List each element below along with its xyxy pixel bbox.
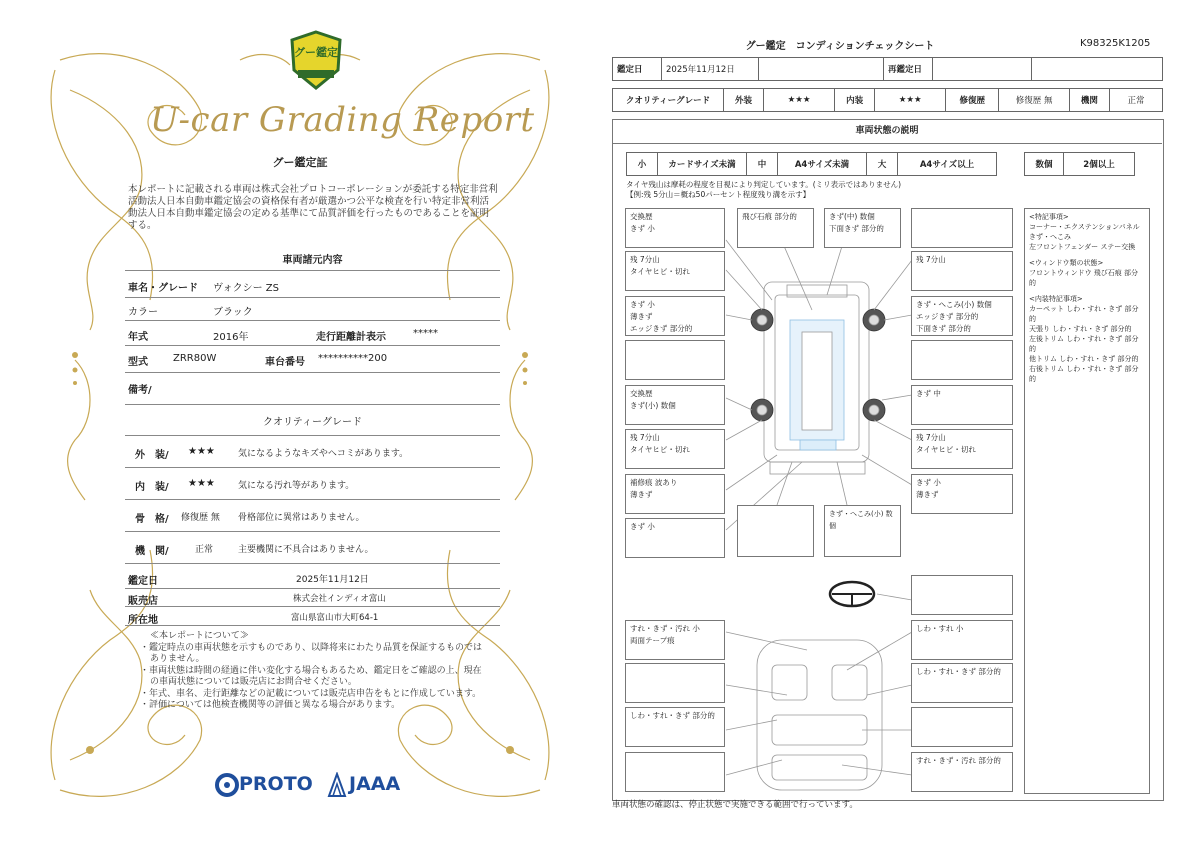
footer-note: 車両状態の確認は、停止状態で実施できる範囲で行っています。 (612, 800, 858, 810)
special-line: 左フロントフェンダー ステー交換 (1029, 243, 1136, 251)
quality-desc: 主要機関に不具合はありません。 (238, 545, 374, 555)
note-item: ・評価については他検査機関等の評価と異なる場合があります。 (140, 700, 401, 710)
grade-cell: ★★★ (764, 89, 835, 112)
note-item: ・年式、車名、走行距離などの記載については販売店申告をもとに作成しています。 (140, 688, 482, 699)
quality-grade: 修復歴 無 (181, 513, 220, 523)
date-table (612, 57, 1163, 81)
window-title: <ウィンドウ類の状態> (1029, 259, 1104, 267)
interior-line: 右後トリム しわ・すれ・きず 部分的 (1029, 365, 1139, 383)
quality-label: 骨 格/ (135, 514, 169, 525)
quality-row-exterior (128, 446, 498, 460)
reappraisal-label: 再鑑定日 (884, 58, 933, 81)
grade-table (612, 88, 1163, 112)
size-cell: 大 (867, 153, 898, 176)
report-notes (140, 631, 490, 712)
grade-cell: 内装 (835, 89, 875, 112)
count-cell: 2個以上 (1064, 153, 1135, 176)
appraisal-label: 鑑定日 (128, 576, 158, 587)
divider (125, 270, 500, 271)
tire-note (626, 180, 901, 200)
spec-row-remarks (128, 381, 498, 395)
spec-row-model (128, 353, 498, 367)
model-label: 型式 (128, 357, 148, 368)
shop-label: 販売店 (128, 596, 158, 607)
empty-cell (1032, 58, 1163, 81)
empty-cell (933, 58, 1032, 81)
grade-cell: 機関 (1069, 89, 1109, 112)
quality-row-engine (128, 542, 498, 556)
size-cell: 小 (627, 153, 658, 176)
divider (125, 435, 500, 436)
year-value: 2016年 (213, 332, 249, 343)
interior-box-front-left: すれ・きず・汚れ 小 両面テープ痕 (625, 620, 725, 660)
divider (125, 467, 500, 468)
notes-title: ≪本レポートについて≫ (150, 631, 249, 641)
grade-cell: ★★★ (875, 89, 946, 112)
interior-box-mid-right: しわ・すれ・きず 部分的 (911, 663, 1013, 703)
special-notes (1024, 208, 1150, 794)
quality-grade: 正常 (195, 545, 214, 555)
address-label: 所在地 (128, 615, 158, 626)
year-label: 年式 (128, 332, 148, 343)
model-value: ZRR80W (173, 353, 217, 364)
condition-box-steering (911, 575, 1013, 615)
condition-box-rear-bumper: きず・へこみ(小) 数個 (824, 505, 901, 557)
condition-box-left-rear-door: 交換歴 きず(小) 数個 (625, 385, 725, 425)
color-value: ブラック (213, 307, 253, 318)
condition-box-left-quarter: 補修痕 波あり 薄きず (625, 474, 725, 514)
size-cell: カードサイズ未満 (658, 153, 747, 176)
divider (125, 563, 500, 564)
name-label: 車名・グレード (128, 283, 198, 294)
count-legend (1024, 152, 1135, 176)
shop-row (128, 592, 498, 606)
proto-logo-text: PROTO (239, 773, 313, 795)
appraisal-date-row (128, 572, 498, 586)
divider (125, 372, 500, 373)
note-item: ・車両状態は時間の経過に伴い変化する場合もあるため、鑑定日をご確認の上、現在の車両状態については販売店にお問合せください。 (140, 665, 482, 687)
remarks-label: 備考/ (128, 385, 152, 396)
sheet-id: K98325K1205 (1080, 38, 1151, 49)
condition-box-right-quarter: きず 小 薄きず (911, 474, 1013, 514)
divider (125, 531, 500, 532)
quality-label: 外 装/ (135, 450, 169, 461)
spec-row-year (128, 328, 498, 342)
spec-title: 車両諸元内容 (282, 255, 343, 266)
condition-box-windshield: 飛び石痕 部分的 (737, 208, 814, 248)
date-value: 2025年11月12日 (662, 58, 759, 81)
quality-row-interior (128, 478, 498, 492)
interior-line: 左後トリム しわ・すれ・きず 部分的 (1029, 335, 1139, 353)
condition-box-tire-rear-left: 残 7分山 タイヤヒビ・切れ (625, 429, 725, 469)
quality-title: クオリティーグレード (263, 417, 362, 428)
divider (125, 404, 500, 405)
certificate-text: 本レポートに記載される車両は株式会社プロトコーポレーションが委託する特定非営利活動法人日本自動車鑑定協会の資格保有者が厳選かつ公平な検査を行い特定非営利活動法人日本自動車鑑定協会の定める基準にて品質評価を行ったものであることを証明する。 (128, 184, 498, 231)
shop-value: 株式会社インディオ富山 (293, 594, 386, 604)
condition-box-front-right (911, 208, 1013, 248)
interior-line: 天張り しわ・すれ・きず 部分的 (1029, 325, 1132, 333)
chassis-label: 車台番号 (265, 357, 305, 368)
size-cell: A4サイズ以上 (898, 153, 997, 176)
interior-box-rear-right (911, 707, 1013, 747)
sheet-title: グー鑑定 コンディションチェックシート (745, 41, 935, 52)
condition-box-right-door (911, 340, 1013, 380)
condition-box-tire-front-right: 残 7分山 (911, 251, 1013, 291)
address-value: 富山県富山市大町64-1 (291, 613, 379, 623)
chassis-value: **********200 (318, 353, 388, 364)
condition-box-right-fender: きず・へこみ(小) 数個 エッジきず 部分的 下面きず 部分的 (911, 296, 1013, 336)
logos (215, 770, 415, 800)
divider (125, 588, 500, 589)
quality-row-frame (128, 510, 498, 524)
address-row (128, 611, 498, 625)
condition-box-right-rear-door: きず 中 (911, 385, 1013, 425)
divider (125, 625, 500, 626)
tire-note-line: タイヤ残山は摩耗の程度を目視により判定しています。(ミリ表示ではありません) (626, 180, 902, 189)
grade-cell: 正常 (1110, 89, 1163, 112)
quality-desc: 気になるようなキズやヘコミがあります。 (238, 449, 409, 459)
interior-box-front-right: しわ・すれ 小 (911, 620, 1013, 660)
interior-box-cargo-left (625, 752, 725, 792)
interior-box-cargo-right: すれ・きず・汚れ 部分的 (911, 752, 1013, 792)
note-item: ・鑑定時点の車両状態を示すものであり、以降将来にわたり品質を保証するものではありません。 (140, 642, 483, 664)
mileage-label: 走行距離計表示 (316, 332, 386, 343)
special-line: きず・へこみ (1029, 233, 1071, 241)
certificate-title: グー鑑定証 (272, 156, 328, 169)
interior-notes-title: <内装特記事項> (1029, 295, 1083, 303)
badge-text: グー鑑定 (294, 46, 338, 59)
divider (125, 297, 500, 298)
window-line: フロントウィンドウ 飛び石痕 部分的 (1029, 269, 1139, 287)
condition-box-front-bumper: きず(中) 数個 下面きず 部分的 (824, 208, 901, 248)
divider (125, 606, 500, 607)
quality-desc: 気になる汚れ等があります。 (238, 481, 355, 491)
special-line: コーナー・エクステンションパネル (1029, 223, 1140, 231)
tire-note-line: 【例:残 5分山＝概ね50パーセント程度残り溝を示す】 (626, 190, 811, 199)
date-label: 鑑定日 (613, 58, 662, 81)
jaaa-logo-icon (327, 772, 347, 798)
proto-logo-icon (215, 772, 241, 798)
quality-label: 内 装/ (135, 482, 169, 493)
grade-cell: 修復歴 (946, 89, 999, 112)
condition-box-left-fender: きず 小 薄きず エッジきず 部分的 (625, 296, 725, 336)
condition-box-front-left: 交換歴 きず 小 (625, 208, 725, 248)
condition-box-tire-rear-right: 残 7分山 タイヤヒビ・切れ (911, 429, 1013, 469)
spec-row-name (128, 279, 498, 293)
divider (125, 320, 500, 321)
name-value: ヴォクシー ZS (213, 283, 279, 294)
divider (125, 499, 500, 500)
spec-row-color (128, 303, 498, 317)
condition-box-rear-glass (737, 505, 814, 557)
special-title: <特記事項> (1029, 213, 1069, 221)
size-cell: 中 (747, 153, 778, 176)
quality-desc: 骨格部位に異常はありません。 (238, 513, 365, 523)
size-legend (626, 152, 997, 176)
empty-cell (759, 58, 884, 81)
quality-grade: ★★★ (188, 478, 215, 489)
condition-box-left-door (625, 340, 725, 380)
interior-line: 他トリム しわ・すれ・きず 部分的 (1029, 355, 1139, 363)
interior-line: カーペット しわ・すれ・きず 部分的 (1029, 305, 1139, 323)
appraisal-value: 2025年11月12日 (296, 575, 369, 585)
report-title: U-car Grading Report (150, 100, 535, 140)
interior-box-mid-left (625, 663, 725, 703)
jaaa-logo-text: JAAA (349, 773, 401, 795)
interior-box-rear-left: しわ・すれ・きず 部分的 (625, 707, 725, 747)
condition-box-tire-front-left: 残 7分山 タイヤヒビ・切れ (625, 251, 725, 291)
description-title: 車両状態の説明 (612, 119, 1162, 144)
grade-cell: 修復歴 無 (999, 89, 1069, 112)
color-label: カラー (128, 307, 158, 318)
divider (125, 345, 500, 346)
condition-box-rear-left: きず 小 (625, 518, 725, 558)
quality-grade: ★★★ (188, 446, 215, 457)
quality-label: 機 関/ (135, 546, 169, 557)
size-cell: A4サイズ未満 (778, 153, 867, 176)
mileage-value: ***** (413, 328, 438, 339)
goo-appraisal-badge (288, 30, 344, 92)
grade-cell: 外装 (724, 89, 764, 112)
count-cell: 数個 (1025, 153, 1064, 176)
grade-cell: クオリティーグレード (613, 89, 724, 112)
